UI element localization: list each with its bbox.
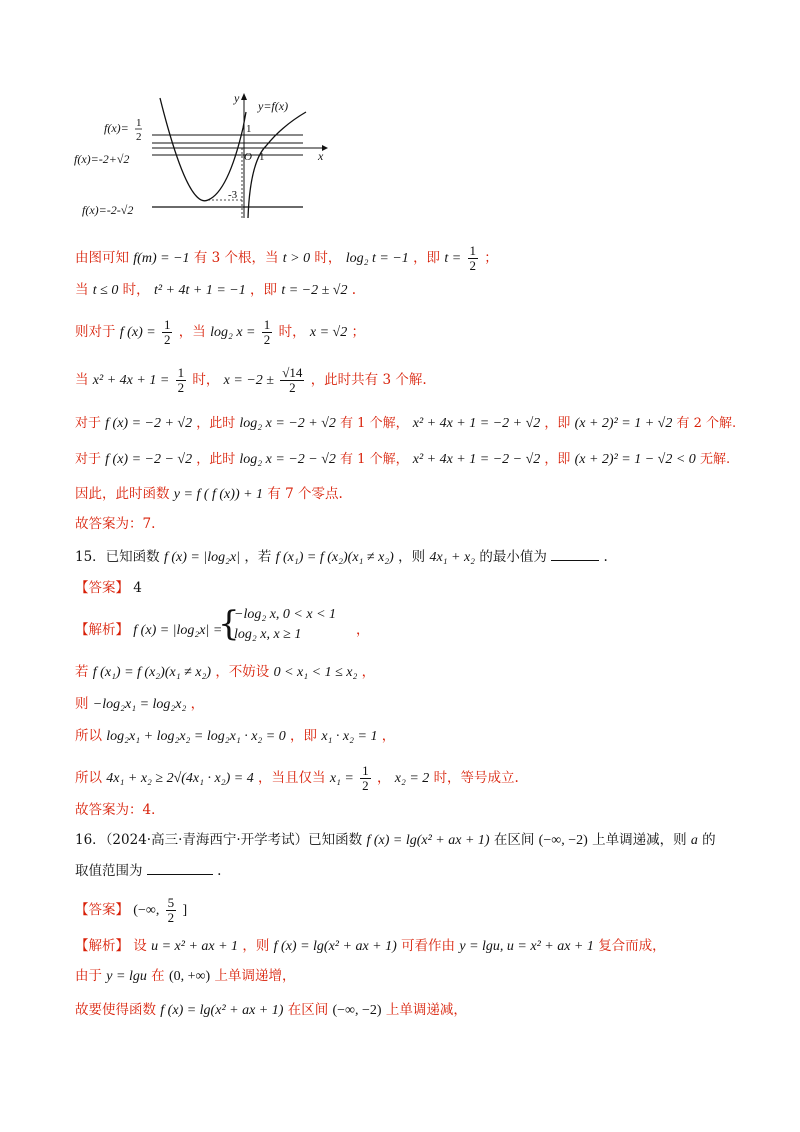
piecewise-case-1 [234,604,336,625]
text: ，则 [242,938,270,954]
tick-minus3: -3 [228,189,238,201]
math: log₂ t = −1 [345,251,409,266]
sol-line-4 [75,366,427,395]
text: 15．已知函数 [75,549,160,565]
text: ，即 [544,416,571,431]
text: ， [356,622,370,638]
fraction: $\frac{√14}{2}$ [282,365,303,395]
axis-y-label: y [234,91,240,105]
math: t ≤ 0 [92,283,119,298]
text: 无解. [699,452,731,467]
question-16-cont [75,860,221,881]
text: 故答案为：4． [75,802,165,818]
analysis-16-line-2 [75,966,295,987]
math: log₂ x = −2 − √2 [239,452,336,467]
text: ，即 [250,282,278,298]
math: f (x₁) = f (x₂)(x₁ ≠ x₂) [275,550,394,565]
math: (−∞, [133,903,160,918]
math: f (x) = lg(x² + ax + 1) [273,939,397,954]
step-3 [75,726,395,747]
text: ，此时共有 3 个解. [310,372,427,388]
text: 16．（2024·高三·青海西宁·开学考试）已知函数 [75,832,363,848]
text: 故答案为：7. [75,516,156,532]
text: ； [484,250,498,266]
text: 有 1 个解， [340,416,409,431]
math: x₁ · x₂ = 1 [321,729,378,744]
math: u = x² + ax + 1 [151,939,239,954]
text: ，当且仅当 [258,770,326,786]
answer-blank [147,860,213,875]
text: . [603,549,608,565]
text: 对于 [75,416,102,431]
text: 当 [75,282,89,298]
math: t = −2 ± √2 [281,283,348,298]
text: 若 [75,664,89,680]
curve-label: y=f(x) [258,99,289,113]
label-f-half: f(x)= [104,121,129,135]
question-16 [75,830,716,851]
text: 有 3 个根，当 [193,250,279,266]
piecewise-case-2 [234,624,301,645]
text: 设 [133,938,147,954]
text: 的 [702,832,716,848]
step-5 [75,800,165,820]
math: f (x) = lg(x² + ax + 1) [160,1003,284,1018]
text: ，此时 [196,416,236,431]
math: t = [444,251,462,266]
math: x₁ = [329,771,354,786]
sol-line-6 [75,450,730,470]
math: x² + 4x + 1 = −2 − √2 [412,452,541,467]
origin-label: O [244,151,252,163]
math: f (x) = |log₂x| = [133,623,223,638]
math: f(m) = −1 [133,251,190,266]
math: x₂ = 2 [394,771,430,786]
math: log₂x₁ + log₂x₂ = log₂x₁ · x₂ = 0 [106,729,286,744]
text: ； [351,324,366,340]
text: ，不妨设 [215,664,270,680]
axis-x-label: x [318,149,324,163]
text: 时， [314,250,342,266]
text: 时， [122,282,150,298]
label-f-half-frac-den: 2 [136,131,142,143]
piecewise-comma [356,620,370,640]
math: y = lgu, u = x² + ax + 1 [459,939,594,954]
question-15 [75,546,608,568]
text: 时， [192,372,220,388]
text: 所以 [75,728,102,744]
math: (−∞, −2) [538,833,588,848]
text: 上单调递增， [214,968,296,984]
math: ] [182,903,188,918]
math: x² + 4x + 1 = −2 + √2 [412,416,541,431]
math: log₂ x = [210,325,256,340]
text: ， [381,728,396,744]
math: x² + 4x + 1 = [92,373,170,388]
text: 取值范围为 [75,863,143,879]
tick-1-x: 1 [259,151,265,163]
text: 有 2 个解. [676,416,737,431]
text: 有 7 个零点. [267,486,343,502]
text: 在 [151,968,165,984]
fraction: $\frac{1}{2}$ [469,243,476,273]
answer-tag: 【答案】 [75,902,129,918]
text: 可看作由 [401,938,456,954]
analysis-15 [75,620,222,641]
math: log₂ x = −2 + √2 [239,416,336,431]
function-graph [60,88,340,228]
text: 由于 [75,968,102,984]
fraction: $\frac{1}{2}$ [163,317,171,347]
math: f (x) = lg(x² + ax + 1) [366,833,490,848]
sol-line-1 [75,244,498,273]
fraction: $\frac{1}{2}$ [362,763,369,793]
math: 0 < x₁ < 1 ≤ x₂ [273,665,358,680]
step-4 [75,764,519,793]
math: x = −2 ± [223,373,274,388]
math: −log₂ x, 0 < x < 1 [234,607,337,622]
answer-blank [551,546,599,561]
math: x = √2 [309,325,348,340]
text: ，此时 [196,452,236,467]
text: 的最小值为 [479,549,547,565]
fraction: $\frac{5}{2}$ [167,895,175,925]
math: f (x) = [119,325,156,340]
analysis-tag: 【解析】 [75,622,129,638]
step-1 [75,662,375,683]
parabola-curve [160,98,246,201]
piecewise-brace: { [218,604,240,644]
analysis-16-line-3 [75,1000,467,1021]
answer-tag: 【答案】 [75,580,129,596]
math: t > 0 [282,251,311,266]
text: 因此，此时函数 [75,486,170,502]
text: 上单调递减，则 [592,832,687,848]
text: ，若 [244,549,272,565]
text: 对于 [75,452,102,467]
sol-line-5 [75,414,736,434]
math: y = lgu [106,969,147,984]
text: 当 [75,372,89,388]
math: (x + 2)² = 1 − √2 < 0 [574,452,696,467]
step-2 [75,694,204,715]
math: (−∞, −2) [332,1003,382,1018]
label-f-half-frac: 1 [136,117,142,129]
text: 在区间 [287,1002,329,1018]
math: f (x₁) = f (x₂)(x₁ ≠ x₂) [92,665,212,680]
analysis-tag: 【解析】 [75,938,129,954]
text: 有 1 个解， [340,452,409,467]
text: ，即 [290,728,318,744]
answer-value: 4 [133,580,142,596]
math: a [690,833,698,848]
math: f (x) = −2 + √2 [105,416,193,431]
text: 则 [75,696,89,712]
math: t² + 4t + 1 = −1 [153,283,246,298]
math: f (x) = |log₂x| [163,550,241,565]
text: 在区间 [493,832,535,848]
math: log₂ x, x ≥ 1 [234,627,302,642]
text: ， [376,770,391,786]
analysis-16 [75,936,666,957]
fraction: $\frac{1}{2}$ [177,365,185,395]
text: 所以 [75,770,102,786]
math: f (x) = −2 − √2 [105,452,193,467]
text: ， [361,664,376,680]
label-f-minus2-minus-sqrt2: f(x)=-2-√2 [82,203,134,217]
fraction: $\frac{1}{2}$ [263,317,271,347]
text: . [351,282,357,298]
math: (0, +∞) [168,969,211,984]
text: 时，等号成立. [433,770,519,786]
y-axis-arrow [241,93,247,100]
text: ，则 [398,549,426,565]
tick-1-y: 1 [246,123,252,135]
text: 故要使得函数 [75,1002,156,1018]
sol-line-3 [75,318,365,347]
sol-line-8 [75,514,155,534]
answer-15 [75,578,142,598]
math: (x + 2)² = 1 + √2 [574,416,673,431]
text: 时， [278,324,306,340]
math: 4x₁ + x₂ [429,550,476,565]
answer-16 [75,896,187,925]
text: . [217,863,222,879]
sol-line-7 [75,484,343,505]
label-f-minus2-plus-sqrt2: f(x)=-2+√2 [74,152,130,166]
text: 则对于 [75,324,116,340]
math: y = f ( f (x)) + 1 [173,487,264,502]
text: 由图可知 [75,250,129,266]
log-curve [248,112,306,218]
text: ， [190,696,205,712]
text: ，当 [178,324,206,340]
math: 4x₁ + x₂ ≥ 2√(4x₁ · x₂) = 4 [106,771,254,786]
text: 复合而成， [598,938,666,954]
text: 上单调递减， [385,1002,467,1018]
sol-line-2 [75,280,356,301]
text: ，即 [413,250,441,266]
math: −log₂x₁ = log₂x₂ [92,697,187,712]
text: ，即 [544,452,571,467]
